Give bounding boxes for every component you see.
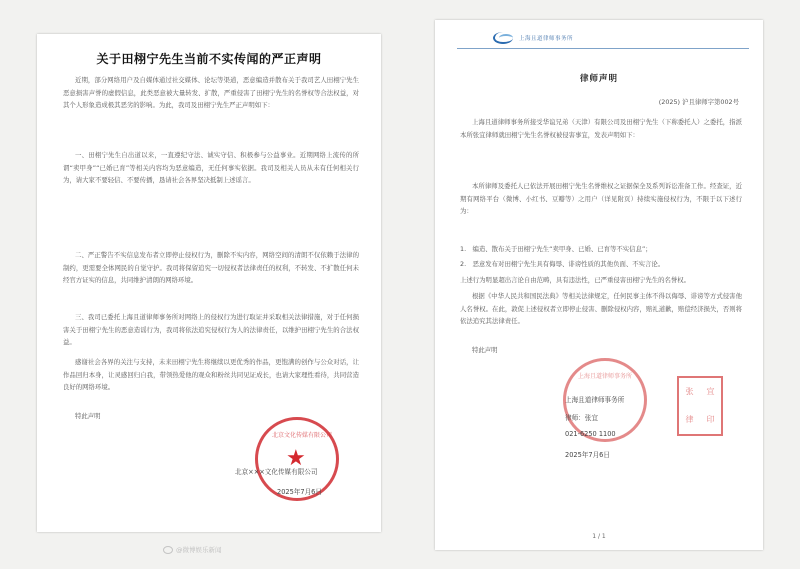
weibo-watermark: [163, 545, 222, 554]
statement-closing: 特此声明: [75, 412, 101, 420]
seal-star-icon: ★: [286, 446, 306, 471]
firm-header: [493, 32, 573, 44]
firm-signature: 上海且道律师事务所: [565, 396, 625, 404]
lawyer-signature: 律师：张宜: [565, 414, 598, 422]
lawyer-stamp-char: 律: [685, 415, 694, 424]
page-number: 1 / 1: [592, 533, 606, 540]
lawyer-stamp-char: 印: [706, 415, 715, 424]
lawyer-closing: 特此声明: [472, 346, 498, 354]
weibo-icon: [163, 546, 173, 554]
lawyer-paragraph-conclusion: 上述行为明显超出言论自由范畴，具有违法性，已严重侵害田栩宁先生的名誉权。: [460, 276, 691, 284]
lawyer-stamp: [677, 376, 723, 436]
lawyer-stamp-char: 张: [685, 387, 694, 396]
lawyer-statement-title: 律师声明: [579, 74, 618, 84]
lawyer-paragraph-legal: 根据《中华人民共和国民法典》等相关法律规定，任何民事主体不得以侮辱、诽谤等方式侵害他人名誉权。在此，敦促上述侵权者立即停止侵害、删除侵权内容，赔礼道歉，赔偿经济损失，否则将依法追究其法律责任。: [460, 292, 742, 326]
firm-header-name: 上海且道律师事务所: [519, 36, 574, 42]
lawyer-statement-date: 2025年7月6日: [565, 451, 610, 459]
statement-date: 2025年7月6日: [277, 488, 322, 496]
statement-paragraph-intro: 近期，部分网络用户及自媒体通过社交媒体、论坛等渠道，恶意编造并散布关于我司艺人田栩宁先生恶意损害声誉的虚假信息，此类恶意被大量转发、扩散，严重侵害了田栩宁先生的名誉权等合法权益，对其个人形象造成极其恶劣的影响。为此，我司及田栩宁先生严正声明如下：: [63, 76, 359, 110]
statement-page: [37, 34, 381, 532]
lawyer-stamp-char: 宜: [706, 387, 715, 396]
statement-paragraph-thanks: 感谢社会各界的关注与支持，未来田栩宁先生将继续以更优秀的作品，更饱满的创作与公众对话，让作品回归本身，让灵感回归自我，带领热爱他的观众和粉丝共同见证成长，也请大家理性看待，共同营造良好的网络环境。: [63, 358, 359, 392]
lawyer-statement-page: [435, 20, 763, 550]
statement-paragraph-2: 二、严正警告不实信息发布者立即停止侵权行为，删除不实内容，网络空间的清朗不仅依赖于法律的制约，更需要全体网民的自觉守护。我司将保留追究一切侵权者法律责任的权利，不转发、不扩散任何未经官方证实的信息，共同维护清朗的网络环境。: [63, 251, 359, 285]
company-signature: 北京×××文化传媒有限公司: [235, 468, 318, 476]
lawyer-paragraph-intro: 上海且道律师事务所接受华谊兄弟（天津）有限公司及田栩宁先生（下称委托人）之委托，指派本所张宜律师就田栩宁先生名誉权被侵害事宜，发表声明如下：: [460, 118, 742, 139]
header-divider: [457, 48, 749, 49]
statement-title: 关于田栩宁先生当前不实传闻的严正声明: [96, 52, 322, 66]
statement-paragraph-3: 三、我司已委托上海且道律师事务所对网络上的侵权行为进行取证并采取相关法律措施，对于任何损害关于田栩宁先生的恶意造谣行为，我司将依法追究侵权行为人的法律责任，以维护田栩宁先生的合法权益。: [63, 313, 359, 347]
company-seal-text: 北京文化传媒有限公司: [272, 432, 333, 439]
watermark-text: @微博娱乐新闻: [176, 546, 222, 554]
lawyer-item-2: 2. 恶意发布对田栩宁先生具有侮辱、诽谤性质的其他负面、不实言论。: [460, 260, 665, 268]
firm-phone: 021-6250 1100: [565, 430, 616, 438]
law-firm-seal-text: 上海且道律师事务所: [578, 373, 633, 380]
statement-paragraph-1: 一、田栩宁先生自出道以来，一直遵纪守法、诚实守信、积极参与公益事业。近期网络上流传的所谓“卖甲身”“已婚已育”等相关内容均为恶意编造，无任何事实依据。我司及相关人员从未有任何相关行为，请大家不要轻信、不要传播，恳请社会各界坚决抵制上述谣言。: [63, 151, 359, 185]
lawyer-item-1: 1. 编造、散布关于田栩宁先生“卖甲身、已婚、已育等不实信息”；: [460, 245, 652, 253]
firm-logo-icon: [493, 32, 515, 44]
document-number: (2025) 沪且律师字第002号: [658, 98, 739, 106]
lawyer-paragraph-facts: 本所律师及委托人已依法开展田栩宁先生名誉维权之证据保全及系列诉讼准备工作。经查证，近期有网络平台（微博、小红书、豆瓣等）之用户（详见附页）持续实施侵权行为，不限于以下述行为：: [460, 182, 742, 216]
